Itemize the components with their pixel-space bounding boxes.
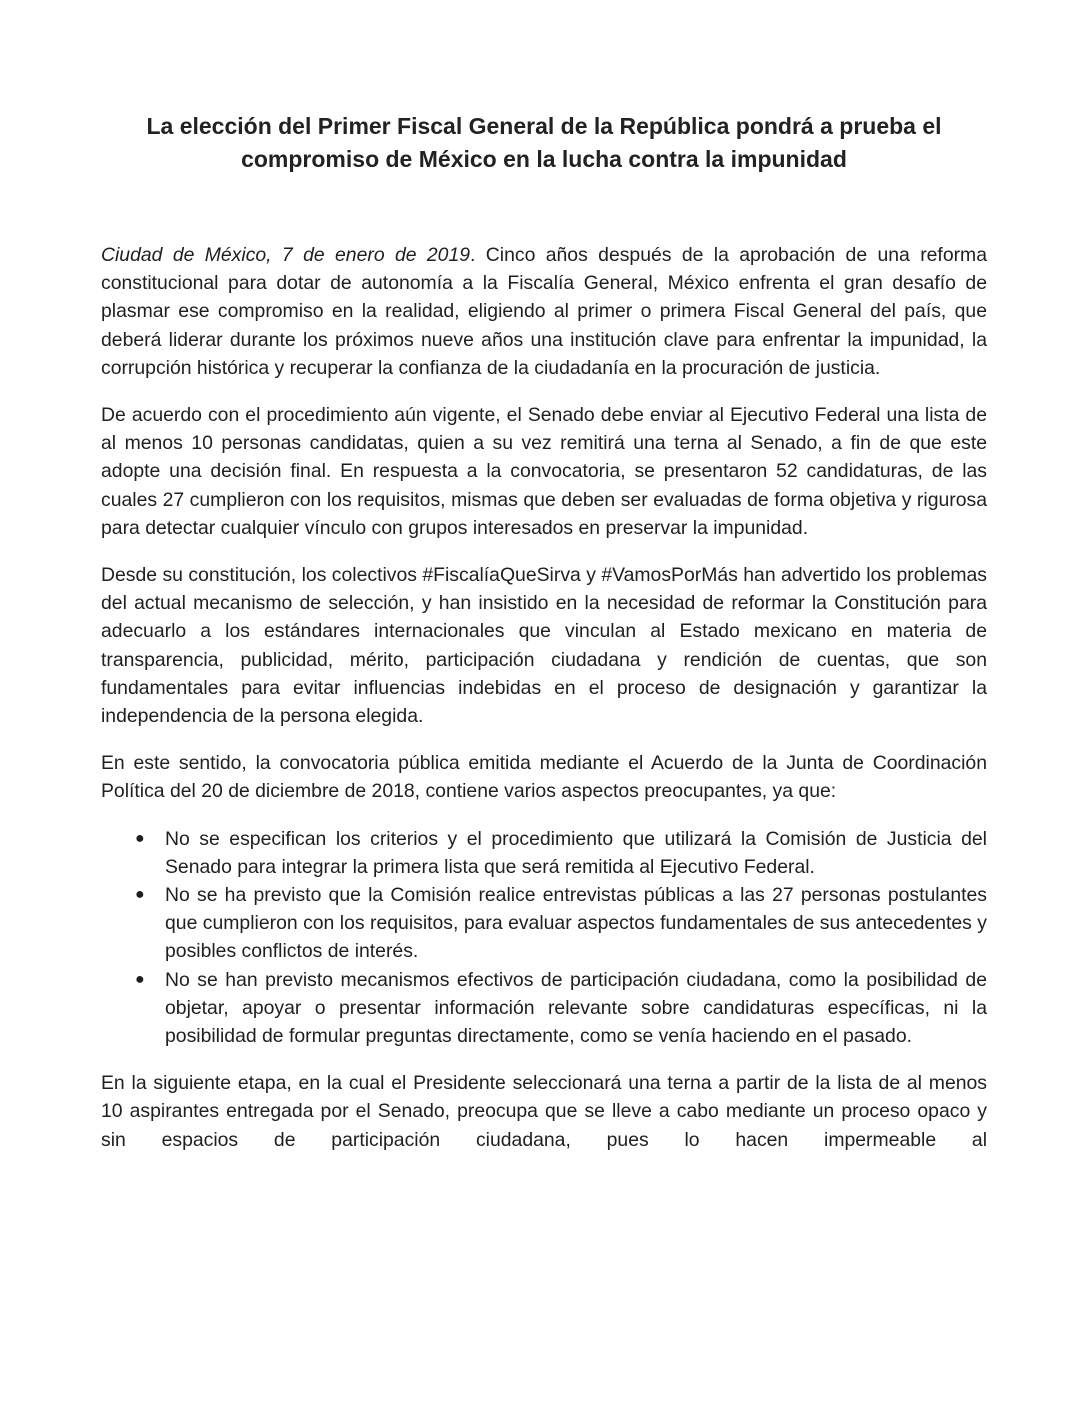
document-title: La elección del Primer Fiscal General de la República pondrá a prueba el compromiso de México en la lucha contra la impunidad <box>146 113 942 172</box>
dateline: Ciudad de México, 7 de enero de 2019 <box>101 244 471 266</box>
list-item <box>101 881 987 966</box>
concerns-list <box>101 825 987 1051</box>
paragraph-collectives: Desde su constitución, los colectivos #FiscalíaQueSirva y #VamosPorMás han advertido los problemas del actual mecanismo de selección, y han insistido en la necesidad de reformar la Constitución para adecuarlo a los estándares internacionales que vinculan al Estado mexicano en materia de transparencia, publicidad, mérito, participación ciudadana y rendición de cuentas, que son fundamentales para evitar influencias indebidas en el proceso de designación y garantizar la independencia de la persona elegida. <box>101 564 987 728</box>
bullet-icon: ● <box>135 886 145 904</box>
paragraph-intro-text: . Cinco años después de la aprobación de una reforma constitucional para dotar de autonomía a la Fiscalía General, México enfrenta el gran desafío de plasmar ese compromiso en la realidad, eligiendo al primer o primera Fiscal General del país, que deberá liderar durante los próximos nueve años una institución clave para enfrentar la impunidad, la corrupción histórica y recuperar la confianza de la ciudadanía en la procuración de justicia. <box>101 244 987 379</box>
bullet-icon: ● <box>135 829 145 847</box>
bullet-icon: ● <box>135 970 145 988</box>
paragraph-procedure: De acuerdo con el procedimiento aún vigente, el Senado debe enviar al Ejecutivo Federal una lista de al menos 10 personas candidatas, quien a su vez remitirá una terna al Senado, a fin de que este adopte una decisión final. En respuesta a la convocatoria, se presentaron 52 candidaturas, de las cuales 27 cumplieron con los requisitos, mismas que deben ser evaluadas de forma objetiva y rigurosa para detectar cualquier vínculo con grupos interesados en preservar la impunidad. <box>101 404 987 539</box>
paragraph-next-stage: En la siguiente etapa, en la cual el Presidente seleccionará una terna a partir de la lista de al menos 10 aspirantes entregada por el Senado, preocupa que se lleve a cabo mediante un proceso opaco y sin espacios de participación ciudadana, pues lo hacen impermeable al <box>101 1072 987 1151</box>
list-item-text: No se especifican los criterios y el procedimiento que utilizará la Comisión de Justicia del Senado para integrar la primera lista que será remitida al Ejecutivo Federal. <box>165 827 987 878</box>
list-item-text: No se han previsto mecanismos efectivos de participación ciudadana, como la posibilidad de objetar, apoyar o presentar información relevante sobre candidaturas específicas, ni la posibilidad de formular preguntas directamente, como se venía haciendo en el pasado. <box>165 968 987 1048</box>
document-body <box>101 241 987 1154</box>
list-item <box>101 825 987 881</box>
paragraph-intro <box>101 241 987 382</box>
list-item <box>101 966 987 1051</box>
paragraph-convocatoria: En este sentido, la convocatoria pública emitida mediante el Acuerdo de la Junta de Coordinación Política del 20 de diciembre de 2018, contiene varios aspectos preocupantes, ya que: <box>101 752 987 803</box>
list-item-text: No se ha previsto que la Comisión realice entrevistas públicas a las 27 personas postulantes que cumplieron con los requisitos, para evaluar aspectos fundamentales de sus antecedentes y posibles conflictos de interés. <box>165 884 987 963</box>
